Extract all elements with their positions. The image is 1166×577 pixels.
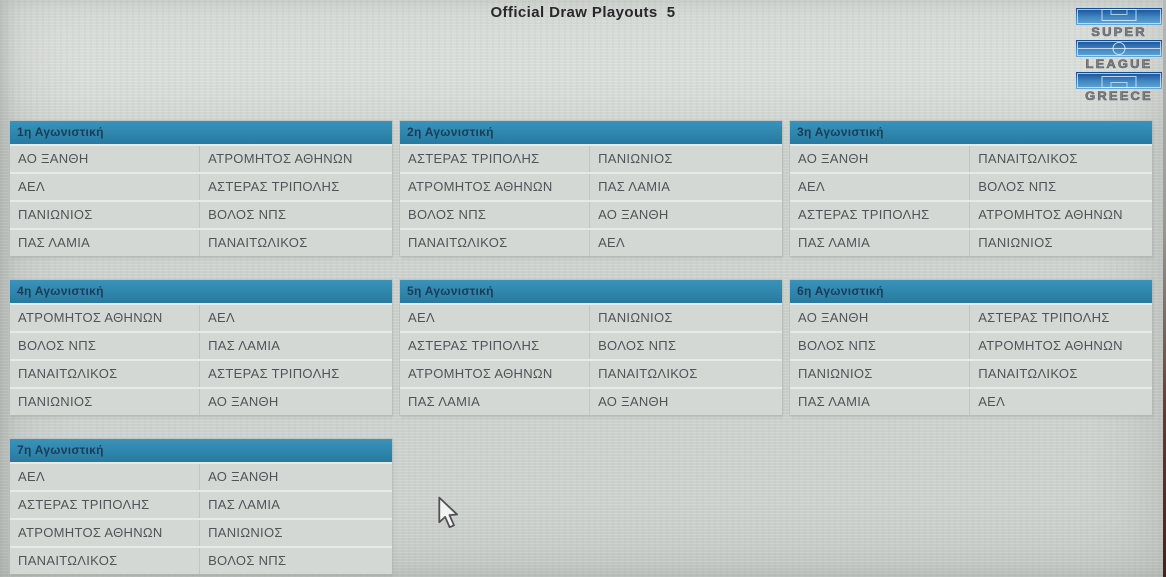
home-team-cell: ΠΑΣ ΛΑΜΙΑ	[798, 394, 871, 409]
match-row	[400, 202, 782, 228]
match-row	[10, 230, 392, 256]
match-row	[10, 389, 392, 415]
away-team-cell: ΑΤΡΟΜΗΤΟΣ ΑΘΗΝΩΝ	[199, 146, 392, 172]
home-team-cell: ΠΑΝΙΩΝΙΟΣ	[18, 394, 93, 409]
away-team-cell: ΠΑΝΙΩΝΙΟΣ	[589, 146, 782, 172]
super-league-greece-logo	[1076, 8, 1162, 104]
home-team-cell: ΑΕΛ	[798, 179, 825, 194]
home-team-cell: ΑΟ ΞΑΝΘΗ	[18, 151, 89, 166]
match-row	[400, 333, 782, 359]
match-row	[790, 361, 1152, 387]
matchday-header: 5η Αγωνιστική	[400, 280, 782, 303]
match-row	[10, 492, 392, 518]
home-team-cell: ΑΕΛ	[18, 469, 45, 484]
match-row	[400, 361, 782, 387]
page-title: Official Draw Playouts 5	[490, 4, 676, 21]
match-row	[10, 146, 392, 172]
home-team-cell: ΑΤΡΟΜΗΤΟΣ ΑΘΗΝΩΝ	[18, 310, 163, 325]
home-team-cell: ΑΕΛ	[18, 179, 45, 194]
matchday-header: 2η Αγωνιστική	[400, 121, 782, 144]
matchday-table	[400, 280, 782, 415]
match-row	[790, 230, 1152, 256]
away-team-cell: ΑΕΛ	[969, 389, 1152, 415]
match-row	[10, 305, 392, 331]
matchday-table	[790, 280, 1152, 415]
matchday-header: 6η Αγωνιστική	[790, 280, 1152, 303]
match-row	[790, 305, 1152, 331]
away-team-cell: ΑΟ ΞΑΝΘΗ	[589, 202, 782, 228]
away-team-cell: ΑΤΡΟΜΗΤΟΣ ΑΘΗΝΩΝ	[969, 202, 1152, 228]
match-row	[10, 333, 392, 359]
home-team-cell: ΠΑΣ ΛΑΜΙΑ	[798, 235, 871, 250]
matchday-header: 1η Αγωνιστική	[10, 121, 392, 144]
pitch-top-icon	[1076, 8, 1162, 25]
match-row	[790, 174, 1152, 200]
away-team-cell: ΠΑΝΑΙΤΩΛΙΚΟΣ	[969, 146, 1152, 172]
home-team-cell: ΑΣΤΕΡΑΣ ΤΡΙΠΟΛΗΣ	[408, 338, 540, 353]
away-team-cell: ΠΑΝΑΙΤΩΛΙΚΟΣ	[589, 361, 782, 387]
home-team-cell: ΠΑΣ ΛΑΜΙΑ	[408, 394, 481, 409]
away-team-cell: ΑΟ ΞΑΝΘΗ	[199, 464, 392, 490]
pitch-middle-icon	[1076, 40, 1162, 57]
home-team-cell: ΑΕΛ	[408, 310, 435, 325]
match-row	[10, 174, 392, 200]
pitch-bottom-icon	[1076, 72, 1162, 89]
match-row	[400, 146, 782, 172]
home-team-cell: ΒΟΛΟΣ ΝΠΣ	[18, 338, 97, 353]
match-row	[790, 146, 1152, 172]
matchday-tables-grid	[10, 121, 1152, 574]
away-team-cell: ΠΑΣ ΛΑΜΙΑ	[199, 492, 392, 518]
home-team-cell: ΑΣΤΕΡΑΣ ΤΡΙΠΟΛΗΣ	[408, 151, 540, 166]
away-team-cell: ΠΑΝΙΩΝΙΟΣ	[969, 230, 1152, 256]
match-row	[400, 230, 782, 256]
match-row	[400, 389, 782, 415]
match-row	[400, 174, 782, 200]
logo-text-league: LEAGUE	[1085, 57, 1153, 71]
away-team-cell: ΑΟ ΞΑΝΘΗ	[199, 389, 392, 415]
home-team-cell: ΠΑΝΑΙΤΩΛΙΚΟΣ	[18, 366, 118, 381]
logo-text-greece: GREECE	[1085, 89, 1153, 103]
away-team-cell: ΠΑΝΑΙΤΩΛΙΚΟΣ	[199, 230, 392, 256]
match-row	[10, 464, 392, 490]
mouse-cursor-icon	[437, 496, 461, 530]
matchday-header: 4η Αγωνιστική	[10, 280, 392, 303]
away-team-cell: ΑΕΛ	[199, 305, 392, 331]
home-team-cell: ΒΟΛΟΣ ΝΠΣ	[408, 207, 487, 222]
home-team-cell: ΠΑΝΙΩΝΙΟΣ	[798, 366, 873, 381]
home-team-cell: ΠΑΝΑΙΤΩΛΙΚΟΣ	[408, 235, 508, 250]
home-team-cell: ΑΤΡΟΜΗΤΟΣ ΑΘΗΝΩΝ	[408, 366, 553, 381]
match-row	[10, 548, 392, 574]
match-row	[10, 202, 392, 228]
home-team-cell: ΑΟ ΞΑΝΘΗ	[798, 310, 869, 325]
match-row	[10, 361, 392, 387]
away-team-cell: ΑΟ ΞΑΝΘΗ	[589, 389, 782, 415]
matchday-table	[10, 439, 392, 574]
matchday-table	[10, 280, 392, 415]
away-team-cell: ΠΑΝΙΩΝΙΟΣ	[199, 520, 392, 546]
home-team-cell: ΑΤΡΟΜΗΤΟΣ ΑΘΗΝΩΝ	[18, 525, 163, 540]
away-team-cell: ΠΑΝΙΩΝΙΟΣ	[589, 305, 782, 331]
matchday-table	[400, 121, 782, 256]
away-team-cell: ΑΤΡΟΜΗΤΟΣ ΑΘΗΝΩΝ	[969, 333, 1152, 359]
home-team-cell: ΠΑΝΙΩΝΙΟΣ	[18, 207, 93, 222]
away-team-cell: ΠΑΝΑΙΤΩΛΙΚΟΣ	[969, 361, 1152, 387]
away-team-cell: ΑΣΤΕΡΑΣ ΤΡΙΠΟΛΗΣ	[969, 305, 1152, 331]
home-team-cell: ΠΑΣ ΛΑΜΙΑ	[18, 235, 91, 250]
away-team-cell: ΠΑΣ ΛΑΜΙΑ	[589, 174, 782, 200]
home-team-cell: ΠΑΝΑΙΤΩΛΙΚΟΣ	[18, 553, 118, 568]
away-team-cell: ΑΣΤΕΡΑΣ ΤΡΙΠΟΛΗΣ	[199, 361, 392, 387]
logo-text-super: SUPER	[1091, 25, 1147, 39]
match-row	[10, 520, 392, 546]
match-row	[400, 305, 782, 331]
home-team-cell: ΑΣΤΕΡΑΣ ΤΡΙΠΟΛΗΣ	[18, 497, 150, 512]
match-row	[790, 202, 1152, 228]
away-team-cell: ΒΟΛΟΣ ΝΠΣ	[969, 174, 1152, 200]
match-row	[790, 333, 1152, 359]
matchday-table	[10, 121, 392, 256]
away-team-cell: ΠΑΣ ΛΑΜΙΑ	[199, 333, 392, 359]
away-team-cell: ΑΕΛ	[589, 230, 782, 256]
matchday-table	[790, 121, 1152, 256]
away-team-cell: ΒΟΛΟΣ ΝΠΣ	[589, 333, 782, 359]
home-team-cell: ΑΣΤΕΡΑΣ ΤΡΙΠΟΛΗΣ	[798, 207, 930, 222]
away-team-cell: ΑΣΤΕΡΑΣ ΤΡΙΠΟΛΗΣ	[199, 174, 392, 200]
match-row	[790, 389, 1152, 415]
away-team-cell: ΒΟΛΟΣ ΝΠΣ	[199, 548, 392, 574]
away-team-cell: ΒΟΛΟΣ ΝΠΣ	[199, 202, 392, 228]
home-team-cell: ΑΤΡΟΜΗΤΟΣ ΑΘΗΝΩΝ	[408, 179, 553, 194]
home-team-cell: ΑΟ ΞΑΝΘΗ	[798, 151, 869, 166]
matchday-header: 7η Αγωνιστική	[10, 439, 392, 462]
home-team-cell: ΒΟΛΟΣ ΝΠΣ	[798, 338, 877, 353]
matchday-header: 3η Αγωνιστική	[790, 121, 1152, 144]
